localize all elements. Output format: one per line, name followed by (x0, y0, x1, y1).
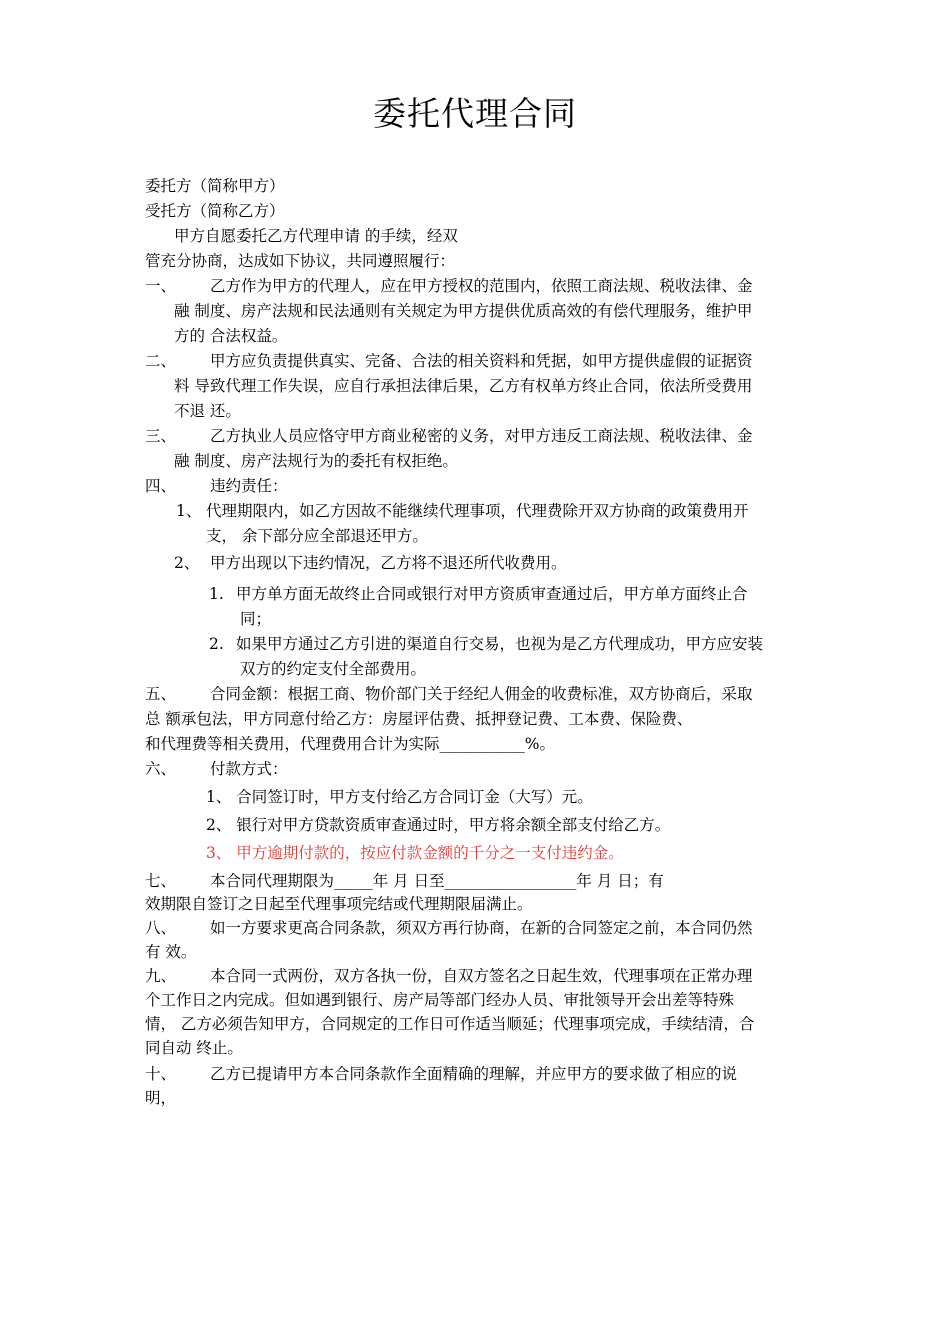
clause-4-sub-1-line-1: 甲方单方面无故终止合同或银行对甲方资质审查通过后，甲方单方面终止合 (236, 585, 748, 603)
clause-1-line-1: 乙方作为甲方的代理人，应在甲方授权的范围内，依照工商法规、税收法律、金 (210, 277, 753, 295)
clause-4-item-2-text: 甲方出现以下违约情况，乙方将不退还所代收费用。 (210, 554, 567, 572)
clause-3-line-2: 融 制度、房产法规行为的委托有权拒绝。 (174, 452, 458, 470)
clause-5-number: 五、 (145, 685, 177, 703)
clause-4-sub-2-line-1: 如果甲方通过乙方引进的渠道自行交易，也视为是乙方代理成功，甲方应安装 (236, 635, 764, 653)
clause-3-number: 三、 (145, 427, 177, 445)
agent-party: 受托方（简称乙方） (145, 202, 285, 220)
clause-5-line-2: 总 额承包法，甲方同意付给乙方：房屋评估费、抵押登记费、工本费、保险费、 (145, 710, 693, 728)
clause-9-line-1: 本合同一式两份，双方各执一份，自双方签名之日起生效，代理事项在正常办理 (210, 967, 753, 985)
payment-item-2: 2、 银行对甲方贷款资质审查通过时，甲方将余额全部支付给乙方。 (206, 816, 671, 834)
clause-10-line-2: 明， (145, 1089, 177, 1107)
clause-2-line-3: 不退 还。 (174, 402, 241, 420)
payment-item-1: 1、 合同签订时，甲方支付给乙方合同订金（大写）元。 (206, 788, 593, 806)
clause-10-line-1: 乙方已提请甲方本合同条款作全面精确的理解，并应甲方的要求做了相应的说 (210, 1065, 738, 1083)
clause-8-line-1: 如一方要求更高合同条款，须双方再行协商，在新的合同签定之前，本合同仍然 (210, 919, 753, 937)
clause-2-line-1: 甲方应负责提供真实、完备、合法的相关资料和凭据，如甲方提供虚假的证据资 (210, 352, 753, 370)
clause-4-sub-2-line-2: 双方的约定支付全部费用。 (240, 660, 427, 678)
clause-6-number: 六、 (145, 760, 177, 778)
clause-9-line-2: 个工作日之内完成。但如遇到银行、房产局等部门经办人员、审批领导开会出差等特殊 (145, 991, 735, 1009)
clause-7-line-2: 效期限自签订之日起至代理事项完结或代理期限届满止。 (145, 895, 533, 913)
clause-8-line-2: 有 效。 (145, 943, 197, 961)
clause-9-line-3: 情， 乙方必须告知甲方，合同规定的工作日可作适当顺延；代理事项完成，手续结清，合 (145, 1015, 755, 1033)
clause-4-item-1-line-1: 代理期限内，如乙方因故不能继续代理事项，代理费除开双方协商的政策费用开 (206, 502, 749, 520)
document-title: 委托代理合同 (373, 94, 577, 133)
clause-4-item-1-line-2: 支， 余下部分应全部退还甲方。 (206, 527, 428, 545)
principal-party: 委托方（简称甲方） (145, 177, 285, 195)
clause-7-line-1: 本合同代理期限为_____年 月 日至_________________年 月 日；有 (210, 872, 664, 890)
clause-2-number: 二、 (145, 352, 177, 370)
clause-4-heading: 违约责任： (210, 477, 288, 495)
clause-2-line-2: 料 导致代理工作失误，应自行承担法律后果，乙方有权单方终止合同，依法所受费用 (174, 377, 753, 395)
preamble-line-1: 甲方自愿委托乙方代理申请 的手续，经双 (174, 227, 458, 245)
clause-1-line-2: 融 制度、房产法规和民法通则有关规定为甲方提供优质高效的有偿代理服务，维护甲 (174, 302, 753, 320)
clause-8-number: 八、 (145, 919, 177, 937)
clause-6-heading: 付款方式： (210, 760, 288, 778)
clause-9-line-4: 同自动 终止。 (145, 1039, 243, 1057)
clause-10-number: 十、 (145, 1065, 177, 1083)
clause-4-sub-2-number: 2. (209, 635, 224, 653)
preamble-line-2: 管充分协商，达成如下协议，共同遵照履行： (145, 252, 456, 270)
clause-5-line-3: 和代理费等相关费用，代理费用合计为实际___________%。 (145, 735, 555, 753)
clause-4-sub-1-number: 1. (209, 585, 224, 603)
clause-5-line-1: 合同金额：根据工商、物价部门关于经纪人佣金的收费标准，双方协商后，采取 (210, 685, 753, 703)
clause-4-number: 四、 (145, 477, 177, 495)
payment-item-3-highlighted: 3、 甲方逾期付款的，按应付款金额的千分之一支付违约金。 (206, 844, 624, 862)
clause-9-number: 九、 (145, 967, 177, 985)
clause-4-item-1-number: 1、 (176, 502, 202, 520)
clause-3-line-1: 乙方执业人员应恪守甲方商业秘密的义务，对甲方违反工商法规、税收法律、金 (210, 427, 753, 445)
clause-7-number: 七、 (145, 872, 177, 890)
clause-1-number: 一、 (145, 277, 177, 295)
clause-4-item-2-number: 2、 (174, 554, 200, 572)
clause-1-line-3: 方的 合法权益。 (174, 327, 288, 345)
clause-4-sub-1-line-2: 同； (240, 610, 272, 628)
